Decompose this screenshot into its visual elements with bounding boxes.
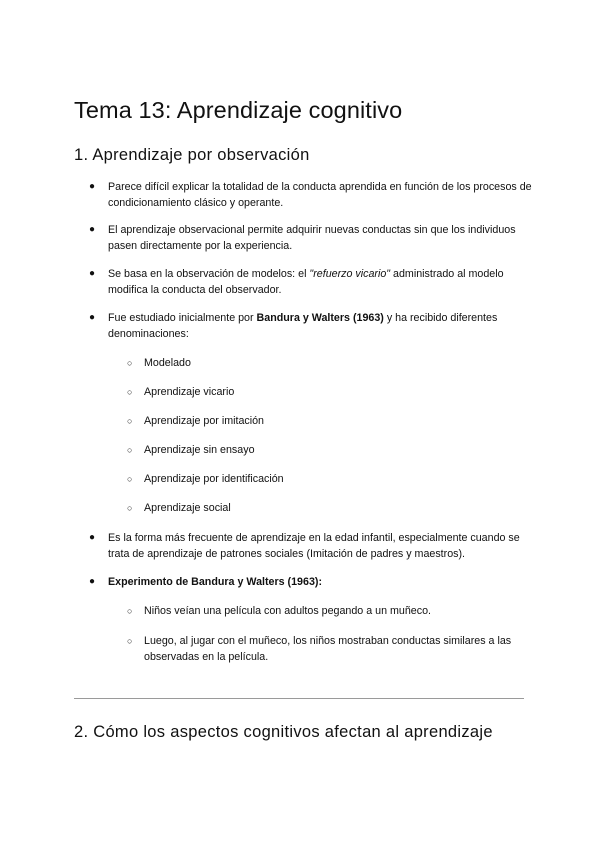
sub-bullet-marker: ○ — [127, 358, 133, 368]
list-item: Experimento de Bandura y Walters (1963): — [108, 576, 323, 588]
text-run: Se basa en la observación de modelos: el — [108, 268, 310, 280]
bullet-marker: ● — [89, 268, 96, 279]
sub-bullet-marker: ○ — [127, 387, 133, 397]
sub-list-item: Luego, al jugar con el muñeco, los niños mostraban conductas similares a las observadas en la película. — [144, 635, 512, 663]
page-title: Tema 13: Aprendizaje cognitivo — [74, 97, 403, 123]
section-1-heading: 1. Aprendizaje por observación — [74, 146, 310, 164]
text-run: administrado al modelo modifica la conducta del observador. — [108, 268, 504, 296]
sub-list-item: Aprendizaje sin ensayo — [144, 444, 255, 456]
list-item — [108, 310, 538, 342]
section-2-heading: 2. Cómo los aspectos cognitivos afectan al aprendizaje — [74, 723, 493, 741]
bullet-marker: ● — [89, 576, 96, 587]
text-run: Fue estudiado inicialmente por — [108, 312, 257, 324]
horizontal-divider — [74, 698, 524, 699]
sub-list-item: Aprendizaje por imitación — [144, 415, 264, 427]
list-item: El aprendizaje observacional permite adquirir nuevas conductas sin que los individuos pasen directamente por la experiencia. — [108, 224, 516, 252]
bullet-marker: ● — [89, 312, 96, 323]
emphasis-text: "refuerzo vicario" — [309, 268, 391, 280]
sub-bullet-marker: ○ — [127, 503, 133, 513]
sub-bullet-marker: ○ — [127, 474, 133, 484]
sub-list-item: Aprendizaje por identificación — [144, 473, 284, 485]
sub-list-item: Aprendizaje social — [144, 502, 231, 514]
sub-list-item: Aprendizaje vicario — [144, 386, 235, 398]
sub-bullet-marker: ○ — [127, 606, 133, 616]
list-item — [108, 266, 538, 298]
sub-list-item: Modelado — [144, 357, 191, 369]
sub-bullet-marker: ○ — [127, 445, 133, 455]
text-run: y ha recibido diferentes denominaciones: — [108, 312, 498, 340]
sub-list-item: Niños veían una película con adultos pegando a un muñeco. — [144, 605, 431, 617]
list-item: Es la forma más frecuente de aprendizaje en la edad infantil, especialmente cuando se trata de aprendizaje de patrones sociales (Imitación de padres y maestros). — [108, 532, 520, 560]
bullet-marker: ● — [89, 532, 96, 543]
sub-bullet-marker: ○ — [127, 416, 133, 426]
bullet-marker: ● — [89, 224, 96, 235]
bullet-marker: ● — [89, 181, 96, 192]
sub-bullet-marker: ○ — [127, 636, 133, 646]
list-item: Parece difícil explicar la totalidad de la conducta aprendida en función de los procesos de condicionamiento clásico y operante. — [108, 181, 532, 209]
bold-text: Bandura y Walters (1963) — [256, 312, 384, 324]
